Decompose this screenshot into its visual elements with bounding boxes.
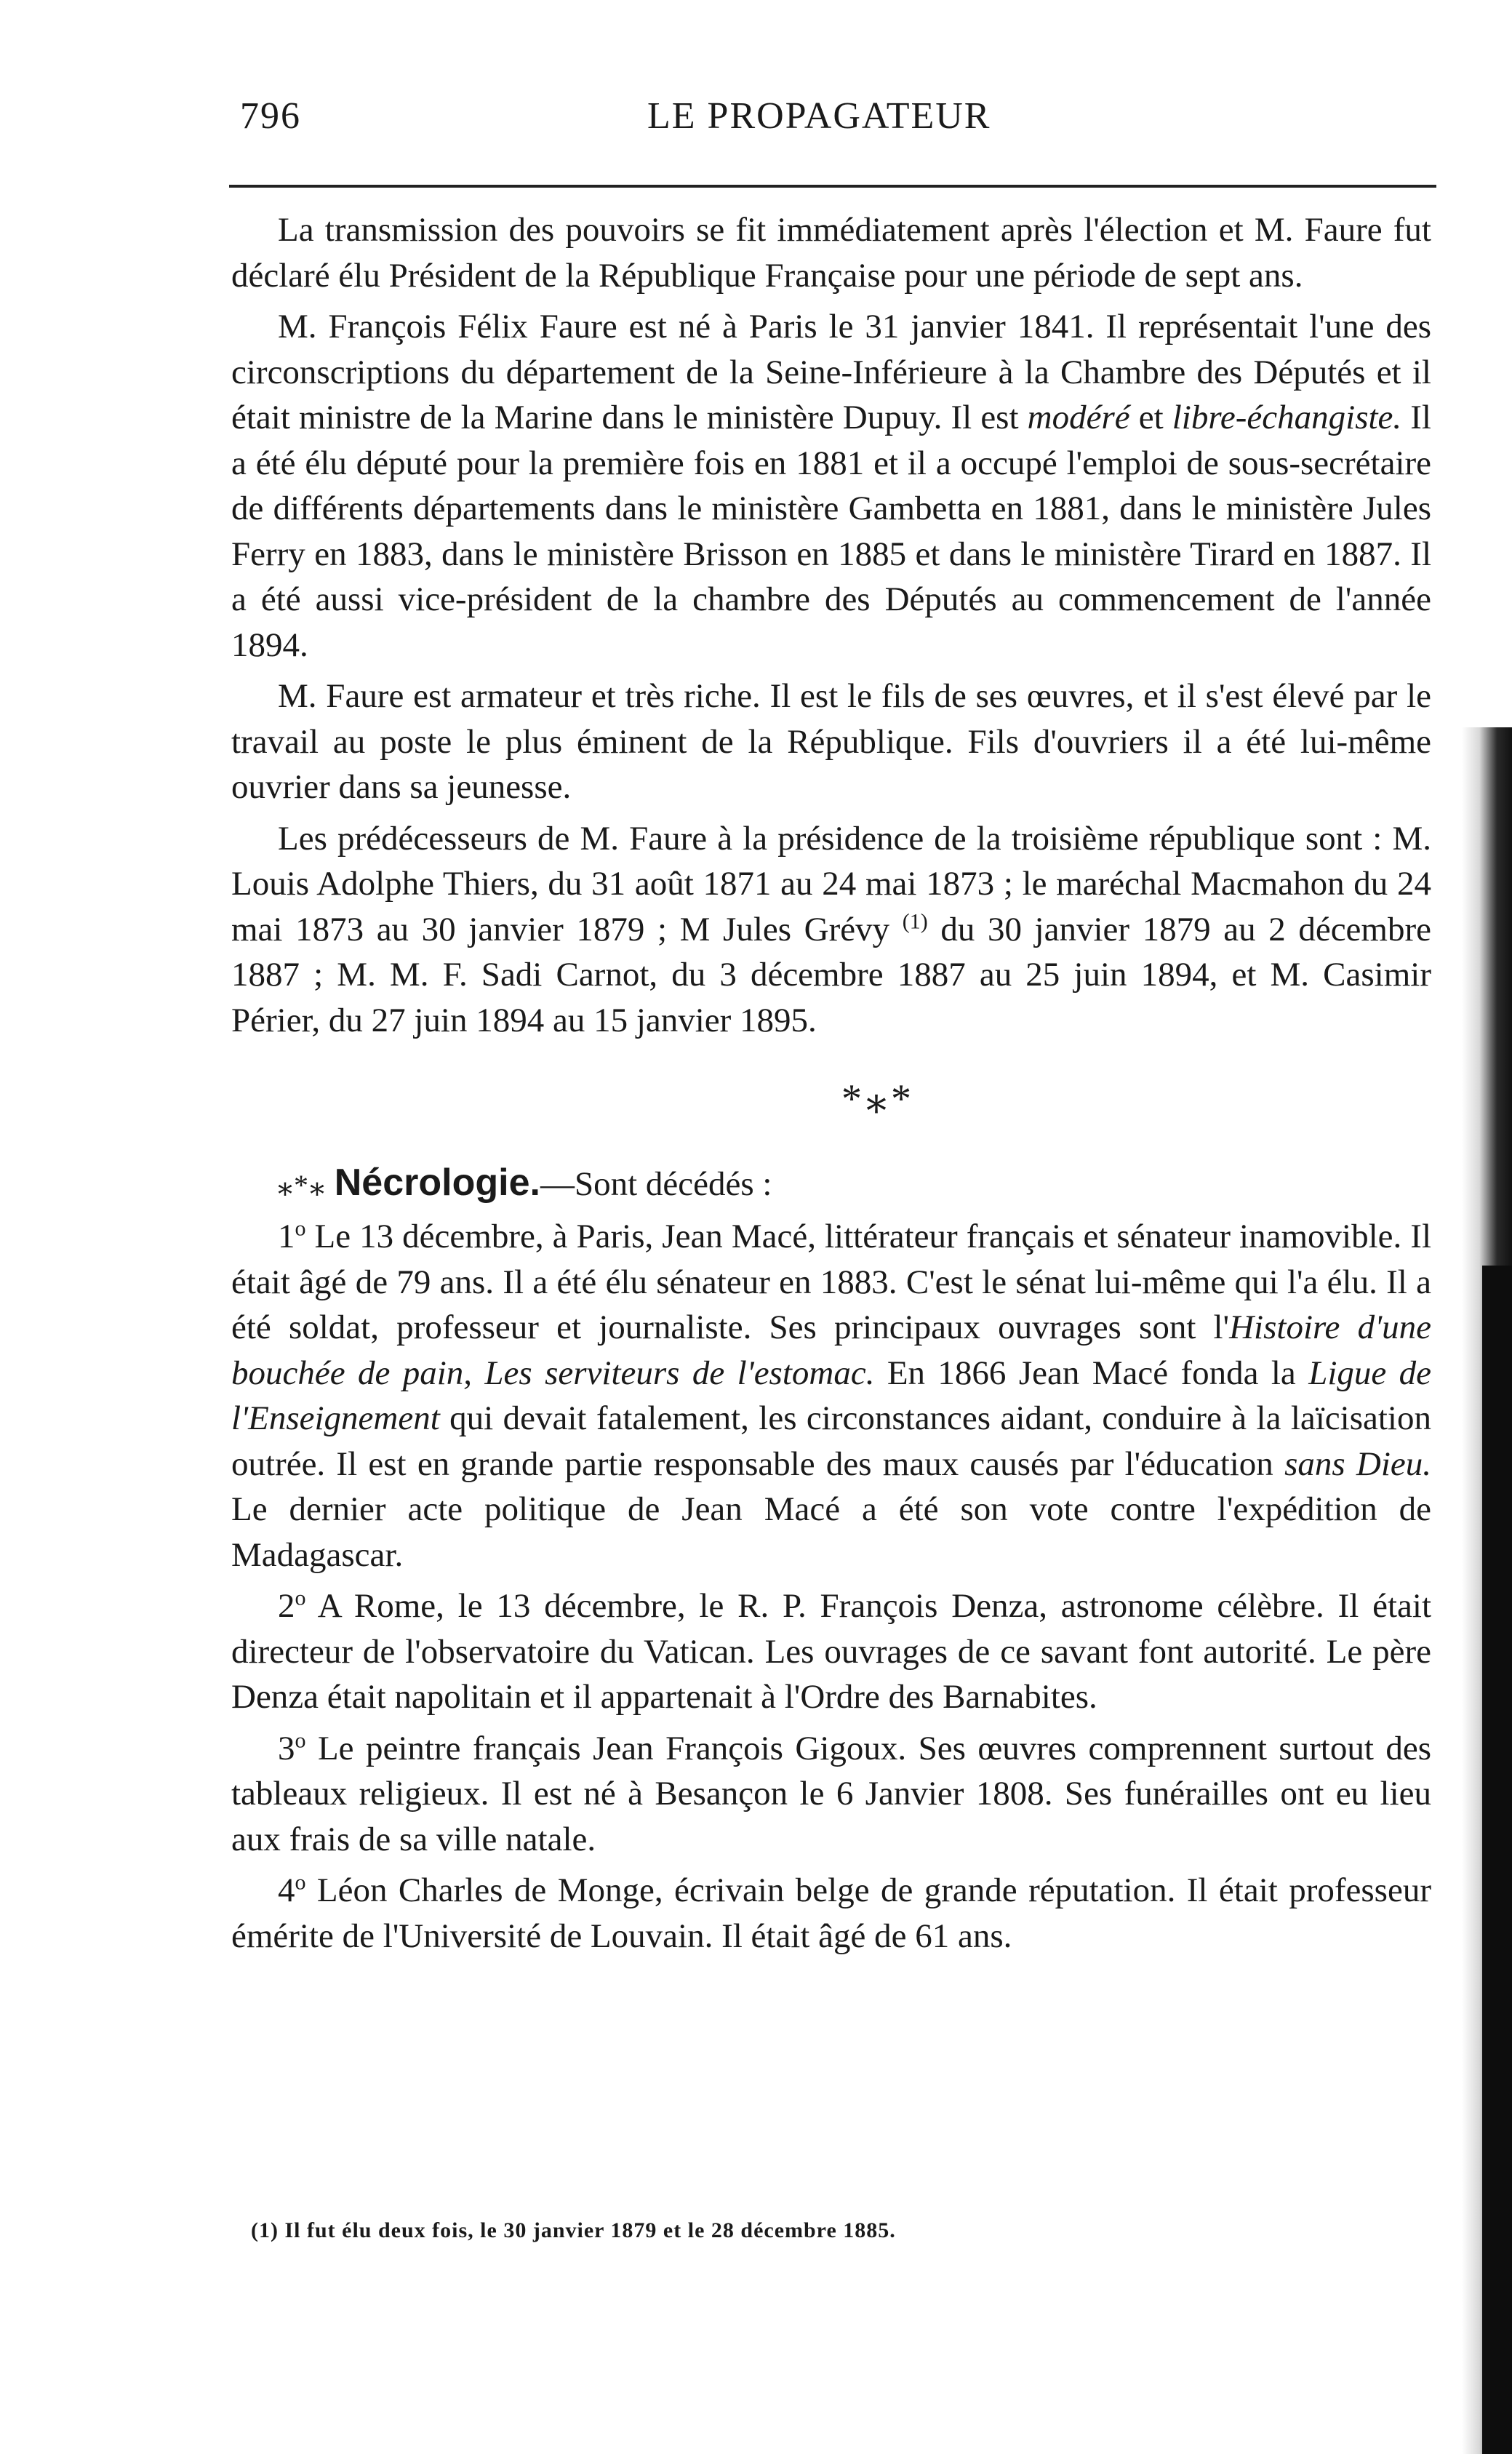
text-run: Léon Charles de Monge, écrivain belge de grande réputation. Il était professeur émérite de l'Université de Louvain. Il était âgé de 61 ans. — [231, 1871, 1431, 1955]
text-run: Le dernier acte politique de Jean Macé a été son vote contre l'expédition de Madagascar. — [231, 1490, 1431, 1574]
footnote-reference: (1) — [902, 908, 928, 933]
text-run: M. François Félix Faure est né à Paris le 31 janvier 1841. Il représentait l'une des circonscriptions du département de la Seine-Inférieure à la Chambre des Députés et il était ministre de la Marine dans le ministère Dupuy. Il est — [231, 308, 1431, 436]
section-intro: —Sont décédés : — [540, 1164, 772, 1203]
text-run-italic: Histoire d'une bouchée de pain, Les serviteurs de l'estomac. — [231, 1308, 1432, 1392]
text-run-italic: Ligue de l'Enseignement — [231, 1354, 1431, 1437]
item-ordinal: o — [295, 1586, 306, 1610]
paragraph-faure-bio — [231, 304, 1431, 668]
text-run: Les prédécesseurs de M. Faure à la présidence de la troisième république sont : M. Louis Adolphe Thiers, du 31 août 1871 au 24 mai 1873 ; le maréchal Macmahon du 24 mai 1873 au 30 janvier 1879 ; M Jules Grévy — [231, 819, 1431, 948]
text-run: et — [1129, 399, 1172, 436]
footnote: (1) Il fut élu deux fois, le 30 janvier 1879 et le 28 décembre 1885. — [251, 2218, 896, 2242]
item-number: 3 — [278, 1729, 295, 1767]
section-mark: ⁎*⁎ — [278, 1168, 326, 1202]
text-run: A Rome, le 13 décembre, le R. P. François Denza, astronome célèbre. Il était directeur de l'observatoire du Vatican. Les ouvrages de ce savant font autorité. Le père Denza était napolitain et il appartenait à l'Ordre des Barnabites. — [231, 1587, 1431, 1716]
item-ordinal: o — [295, 1870, 306, 1895]
text-run-italic: libre-échangiste. — [1172, 399, 1402, 436]
article-body — [231, 207, 1431, 1965]
obituary-item-mace — [231, 1214, 1431, 1578]
paragraph-election: La transmission des pouvoirs se fit immédiatement après l'élection et M. Faure fut déclaré élu Président de la République Française pour une période de sept ans. — [231, 211, 1431, 295]
running-title: LE PROPAGATEUR — [647, 95, 991, 137]
obituary-item-gigoux — [231, 1726, 1431, 1863]
section-title: Nécrologie. — [334, 1161, 540, 1204]
item-number: 4 — [278, 1871, 295, 1909]
text-run: qui devait fatalement, les circonstances aidant, conduire à la laïcisation outrée. Il est en grande partie responsable des maux causés par l'éducation — [231, 1399, 1431, 1483]
text-run: Le peintre français Jean François Gigoux. Ses œuvres comprennent surtout des tableaux religieux. Il est né à Besançon le 6 Janvier 1808. Ses funérailles ont eu lieu aux frais de sa ville natale. — [231, 1729, 1431, 1858]
item-number: 1 — [278, 1218, 295, 1255]
paragraph-predecessors — [231, 816, 1431, 1044]
item-ordinal: o — [295, 1216, 306, 1241]
paragraph-faure-character: M. Faure est armateur et très riche. Il est le fils de ses œuvres, et il s'est élevé par le travail au poste le plus éminent de la République. Fils d'ouvriers il a été lui-même ouvrier dans sa jeunesse. — [231, 677, 1431, 806]
page-header — [240, 95, 1433, 145]
text-run: Il a été élu député pour la première fois en 1881 et il a occupé l'emploi de sous-secrétaire de différents départements dans le ministère Gambetta en 1881, dans le ministère Jules Ferry en 1883, dans le ministère Brisson en 1885 et dans le ministère Tirard en 1887. Il a été aussi vice-président de la chambre des Députés au commencement de l'année 1894. — [231, 399, 1431, 664]
text-run: En 1866 Jean Macé fonda la — [874, 1354, 1309, 1392]
text-run: du 30 janvier 1879 au 2 décembre 1887 ; M. M. F. Sadi Carnot, du 3 décembre 1887 au 25 juin 1894, et M. Casimir Périer, du 27 juin 1894 au 15 janvier 1895. — [231, 910, 1431, 1039]
text-run: Le 13 décembre, à Paris, Jean Macé, littérateur français et sénateur inamovible. Il était âgé de 79 ans. Il a été élu sénateur en 1883. C'est le sénat lui-même qui l'a élu. Il a été soldat, professeur et journaliste. Ses principaux ouvrages sont l' — [231, 1218, 1431, 1346]
page-number: 796 — [240, 95, 301, 137]
text-run-italic: sans Dieu. — [1284, 1444, 1431, 1483]
necrologie-heading — [231, 1160, 1431, 1209]
text-run-italic: modéré — [1027, 399, 1130, 436]
item-ordinal: o — [295, 1727, 306, 1752]
book-spine-edge — [1482, 1266, 1512, 2454]
obituary-item-monge — [231, 1868, 1431, 1959]
section-separator: *⁎* — [841, 1076, 916, 1122]
obituary-item-denza — [231, 1583, 1431, 1720]
header-rule — [229, 185, 1436, 188]
item-number: 2 — [278, 1587, 295, 1625]
